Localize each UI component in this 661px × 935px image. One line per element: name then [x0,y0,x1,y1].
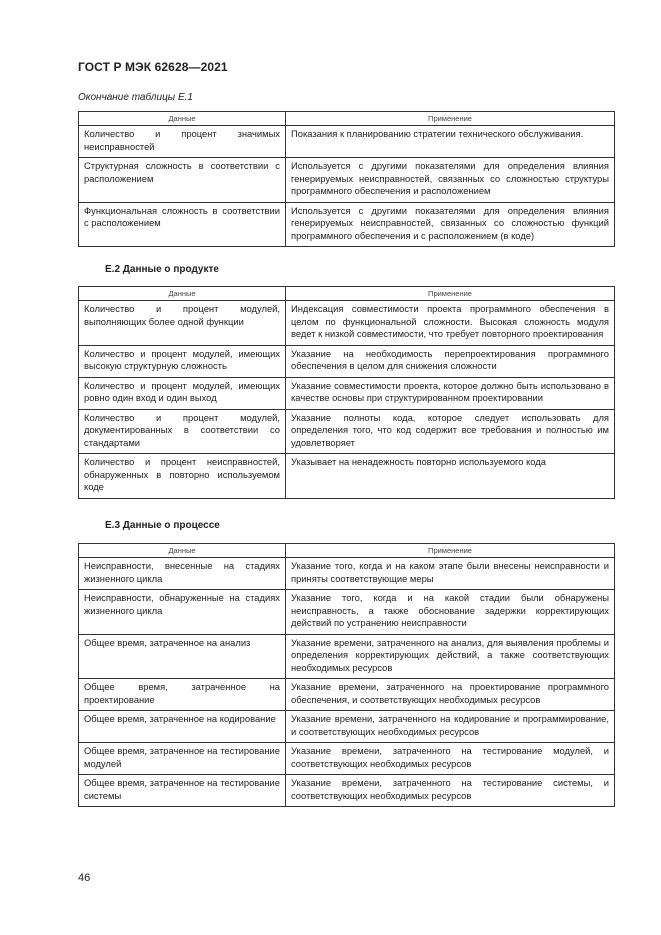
application-cell: Указывает на ненадежность повторно используемого кода [286,454,615,499]
table-row [79,345,615,377]
table-header-row [79,112,615,126]
table-e3-process-data [78,543,615,807]
application-cell: Указание времени, затраченного на тестирование модулей, и соответствующих необходимых ресурсов [286,743,615,775]
data-cell: Количество и процент модулей, имеющих ровно один вход и один выход [79,377,286,409]
application-cell: Используется с другими показателями для определения влияния генерируемых неисправностей, связанных со сложностью структуры программного обеспечения и расположением [286,158,615,203]
table-row [79,558,615,590]
column-header-application: Применение [286,287,615,301]
application-cell: Указание времени, затраченного на проектирование программного обеспечения, и соответствующих необходимых ресурсов [286,679,615,711]
data-cell: Функциональная сложность в соответствии с расположением [79,202,286,247]
column-header-data: Данные [79,287,286,301]
application-cell: Указание совместимости проекта, которое должно быть использовано в качестве основы при структурированном проектировании [286,377,615,409]
data-cell: Количество и процент неисправностей, обнаруженных в повторно используемом коде [79,454,286,499]
data-cell: Общее время, затраченное на кодирование [79,711,286,743]
table-row [79,377,615,409]
page-number: 46 [78,872,91,884]
application-cell: Используется с другими показателями для определения влияния генерируемых неисправностей, связанных со сложностью функций программного обеспечения и с расположением (в коде) [286,202,615,247]
table-e1-end [78,111,615,247]
application-cell: Указание того, когда и на каком этапе были внесены неисправности и приняты соответствующие меры [286,558,615,590]
table-row [79,454,615,499]
data-cell: Структурная сложность в соответствии с расположением [79,158,286,203]
application-cell: Индексация совместимости проекта программного обеспечения в целом по функциональной сложности. Высокая сложность модуля ведет к низкой совместимости, что требует повторного проектирования [286,301,615,346]
data-cell: Количество и процент модулей, имеющих высокую структурную сложность [79,345,286,377]
data-cell: Общее время, затраченное на проектирование [79,679,286,711]
table-row [79,743,615,775]
data-cell: Количество и процент значимых неисправностей [79,126,286,158]
column-header-application: Применение [286,544,615,558]
data-cell: Количество и процент модулей, выполняющих более одной функции [79,301,286,346]
data-cell: Неисправности, обнаруженные на стадиях жизненного цикла [79,590,286,635]
application-cell: Указание времени, затраченного на кодирование и программирование, и соответствующих необходимых ресурсов [286,711,615,743]
table-row [79,634,615,679]
table-caption: Окончание таблицы Е.1 [78,92,193,103]
data-cell: Общее время, затраченное на тестирование модулей [79,743,286,775]
table-row [79,301,615,346]
application-cell: Указание времени, затраченного на анализ, для выявления проблемы и определения корректирующих действий, а также соответствующих необходимых ресурсов [286,634,615,679]
application-cell: Показания к планированию стратегии технического обслуживания. [286,126,615,158]
application-cell: Указание того, когда и на какой стадии были обнаружены неисправность, а также обоснование задержки корректирующих действий по устранению неисправности [286,590,615,635]
data-cell: Общее время, затраченное на тестирование системы [79,775,286,807]
table-row [79,158,615,203]
table-row [79,126,615,158]
data-cell: Количество и процент модулей, документированных в соответствии со стандартами [79,409,286,454]
table-row [79,202,615,247]
table-e2-product-data [78,286,615,499]
table-row [79,775,615,807]
column-header-data: Данные [79,544,286,558]
column-header-data: Данные [79,112,286,126]
data-cell: Общее время, затраченное на анализ [79,634,286,679]
table-row [79,711,615,743]
section-title-e3: Е.3 Данные о процессе [105,520,220,531]
application-cell: Указание времени, затраченного на тестирование системы, и соответствующих необходимых ресурсов [286,775,615,807]
table-header-row [79,287,615,301]
section-title-e2: Е.2 Данные о продукте [105,264,219,275]
application-cell: Указание полноты кода, которое следует использовать для определения того, что код содержит все требования и полностью им удовлетворяет [286,409,615,454]
document-title: ГОСТ Р МЭК 62628—2021 [78,60,228,74]
table-row [79,590,615,635]
table-header-row [79,544,615,558]
application-cell: Указание на необходимость перепроектирования программного обеспечения в целом для снижения сложности [286,345,615,377]
data-cell: Неисправности, внесенные на стадиях жизненного цикла [79,558,286,590]
table-row [79,409,615,454]
table-row [79,679,615,711]
column-header-application: Применение [286,112,615,126]
